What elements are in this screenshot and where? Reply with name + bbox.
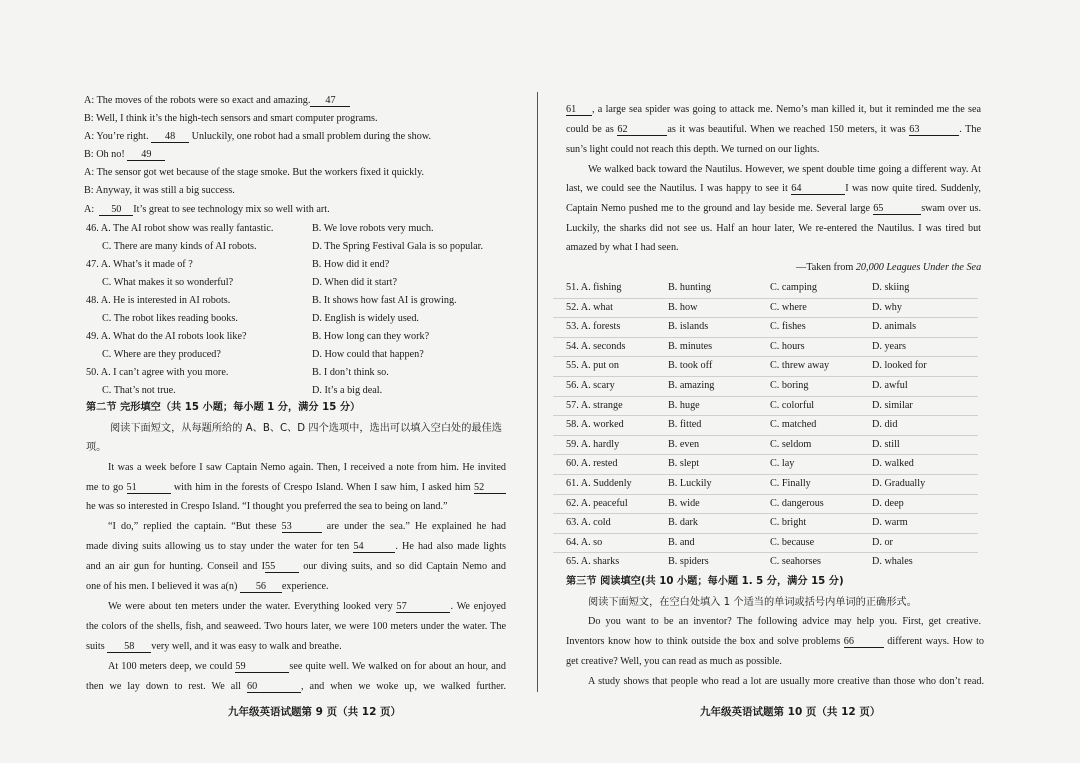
- passage-line: We were about ten meters under the water. Everything looked very 57 . We enjoyed: [108, 601, 506, 612]
- section-instructions: 阅读下面短文，在空白处填入 1 个适当的单词或括号内单词的正确形式。: [588, 597, 917, 608]
- option-52-c: C. where: [770, 301, 807, 313]
- reading-line: A study shows that people who read a lot are usually more creative than those who don’t read.: [588, 676, 984, 687]
- passage-line: We walked back toward the Nautilus. However, we spent double time going a different way. At: [588, 164, 981, 175]
- option-row-divider: [553, 415, 978, 416]
- option-54-d: D. years: [872, 340, 906, 352]
- passage-line: the colors of the shells, fish, and seaweed. Two hours later, we were 100 meters under the water. The: [86, 621, 506, 632]
- option-row-divider: [553, 337, 978, 338]
- page-footer: 九年级英语试题第 10 页（共 12 页）: [700, 706, 881, 718]
- passage-line: and an air gun for hunting. Conseil and I55 our diving suits, and so did Captain Nemo and: [86, 561, 506, 572]
- choice-a: C. That’s not true.: [102, 385, 176, 396]
- passage-line: last, we could see the Nautilus. I was happy to see it 64 I was now quite tired. Suddenly,: [566, 183, 981, 194]
- option-62-c: C. dangerous: [770, 497, 824, 509]
- option-60-b: B. slept: [668, 458, 700, 470]
- choice-b: D. How could that happen?: [312, 349, 424, 360]
- passage-line: Captain Nemo pushed me to the ground and lay beside me. Several large 65 swam over us.: [566, 203, 981, 214]
- passage-line: Luckily, the sharks did not see us. Half an hour later, We re-entered the Nautilus. I was tired but: [566, 223, 981, 234]
- option-65-a: 65. A. sharks: [566, 556, 620, 568]
- choice-a: 48. A. He is interested in AI robots.: [86, 295, 231, 306]
- option-63-c: C. bright: [770, 517, 807, 529]
- option-53-c: C. fishes: [770, 321, 806, 333]
- option-58-a: 58. A. worked: [566, 419, 624, 431]
- option-52-b: B. how: [668, 301, 698, 313]
- blank-54: 54: [353, 541, 395, 553]
- option-62-a: 62. A. peaceful: [566, 497, 628, 509]
- option-65-c: C. seahorses: [770, 556, 821, 568]
- option-60-a: 60. A. rested: [566, 458, 618, 470]
- option-55-c: C. threw away: [770, 360, 830, 372]
- blank-62: 62: [617, 124, 667, 136]
- option-row-divider: [553, 298, 978, 299]
- option-60-c: C. lay: [770, 458, 795, 470]
- passage-line: It was a week before I saw Captain Nemo again. Then, I received a note from him. He invited: [108, 462, 506, 473]
- option-61-a: 61. A. Suddenly: [566, 478, 632, 489]
- option-51-c: C. camping: [770, 282, 817, 293]
- blank-64: 64: [791, 183, 845, 195]
- reading-line: get creative? Well, you can read as much as possible.: [566, 656, 782, 667]
- dialogue-line: B: Well, I think it’s the high-tech sensors and smart computer programs.: [84, 113, 378, 124]
- option-59-a: 59. A. hardly: [566, 438, 620, 450]
- option-row-divider: [553, 474, 978, 475]
- blank-48: 48: [151, 131, 189, 143]
- dialogue-line: A: You’re right. 48 Unluckily, one robot had a small problem during the show.: [84, 131, 432, 142]
- blank-59: 59: [235, 661, 289, 673]
- choice-b: D. English is widely used.: [312, 313, 419, 324]
- option-63-d: D. warm: [872, 517, 908, 529]
- passage-line: me to go 51 with him in the forests of Crespo Island. When I saw him, I asked him 52: [86, 481, 506, 494]
- option-59-d: D. still: [872, 438, 900, 450]
- option-51-b: B. hunting: [668, 282, 712, 293]
- passage-line: sun’s light could not reach this depth. We turned on our lights.: [566, 144, 820, 155]
- blank-66: 66: [844, 636, 884, 648]
- option-row-divider: [553, 454, 978, 455]
- option-56-b: B. amazing: [668, 380, 715, 391]
- passage-line: 61 , a large sea spider was going to attack me. Nemo’s man killed it, but it reminded me the sea: [566, 104, 981, 115]
- option-64-a: 64. A. so: [566, 536, 603, 548]
- option-row-divider: [553, 396, 978, 397]
- choice-b: B. How did it end?: [312, 259, 390, 270]
- choice-a: 46. A. The AI robot show was really fantastic.: [86, 223, 274, 234]
- choice-a: 47. A. What’s it made of ?: [86, 259, 193, 270]
- dialogue-line: A: 50 It’s great to see technology mix so well with art.: [84, 204, 330, 215]
- option-61-c: C. Finally: [770, 478, 811, 489]
- passage-line: made diving suits allowing us to stay under the water for ten 54 . He had also made lights: [86, 541, 506, 552]
- option-61-d: D. Gradually: [872, 478, 926, 489]
- passage-line: could be as 62 as it was beautiful. When we reached 150 meters, it was 63 . The: [566, 124, 982, 135]
- choice-b: B. How long can they work?: [312, 331, 430, 342]
- blank-47: 47: [310, 95, 350, 107]
- option-57-a: 57. A. strange: [566, 399, 623, 411]
- choice-a: C. There are many kinds of AI robots.: [102, 241, 257, 252]
- blank-55: 55: [265, 561, 299, 573]
- option-row-divider: [553, 435, 978, 436]
- section-instructions: 阅读下面短文，从每题所给的 A、B、C、D 四个选项中，选出可以填入空白处的最佳选: [110, 423, 502, 434]
- choice-b: D. When did it start?: [312, 277, 397, 288]
- option-60-d: D. walked: [872, 458, 914, 470]
- blank-52: 52: [474, 482, 506, 494]
- blank-57: 57: [396, 601, 450, 613]
- choice-a: C. What makes it so wonderful?: [102, 277, 234, 288]
- option-57-d: D. similar: [872, 399, 913, 411]
- dialogue-line: B: Oh no! 49: [84, 148, 165, 161]
- option-64-c: C. because: [770, 536, 815, 548]
- option-55-a: 55. A. put on: [566, 360, 619, 372]
- choice-b: D. It’s a big deal.: [312, 385, 383, 396]
- option-63-a: 63. A. cold: [566, 517, 611, 529]
- section-title: 第二节 完形填空（共 15 小题；每小题 1 分，满分 15 分）: [86, 402, 361, 413]
- reading-line: Do you want to be an inventor? The following advice may help you. First, get creative.: [588, 616, 981, 627]
- option-54-b: B. minutes: [668, 340, 713, 352]
- option-63-b: B. dark: [668, 517, 698, 529]
- dialogue-line: B: Anyway, it was still a big success.: [84, 185, 235, 196]
- passage-line: then we lay down to rest. We all 60 , and when we woke up, we walked further.: [86, 681, 506, 692]
- passage-source: —Taken from 20,000 Leagues Under the Sea: [796, 262, 982, 273]
- blank-63: 63: [909, 124, 959, 136]
- option-61-b: B. Luckily: [668, 478, 712, 489]
- choice-b: B. We love robots very much.: [312, 223, 434, 234]
- option-row-divider: [553, 376, 978, 377]
- option-55-b: B. took off: [668, 360, 713, 372]
- option-56-d: D. awful: [872, 380, 908, 391]
- choice-b: B. I don’t think so.: [312, 367, 389, 378]
- option-row-divider: [553, 494, 978, 495]
- blank-53: 53: [282, 521, 322, 533]
- option-57-c: C. colorful: [770, 399, 815, 411]
- blank-58: 58: [107, 641, 151, 653]
- passage-line: he was so interested in Crespo Island. “I thought you preferred the sea to being on land.”: [86, 501, 448, 512]
- option-54-a: 54. A. seconds: [566, 340, 626, 352]
- page-divider: [537, 92, 538, 692]
- option-59-c: C. seldom: [770, 438, 812, 450]
- passage-line: amazed by what I had seen.: [566, 242, 679, 253]
- option-53-b: B. islands: [668, 321, 709, 333]
- choice-a: C. Where are they produced?: [102, 349, 221, 360]
- section-title: 第三节 阅读填空(共 10 小题；每小题 1. 5 分，满分 15 分): [566, 576, 844, 587]
- reading-line: Inventors know how to think outside the box and solve problems 66 different ways. How to: [566, 636, 985, 647]
- dialogue-line: A: The sensor got wet because of the stage smoke. But the workers fixed it quickly.: [84, 167, 425, 178]
- blank-51: 51: [127, 482, 171, 494]
- choice-a: 50. A. I can’t agree with you more.: [86, 367, 229, 378]
- option-52-a: 52. A. what: [566, 301, 613, 313]
- page-footer: 九年级英语试题第 9 页（共 12 页）: [228, 706, 402, 718]
- option-row-divider: [553, 317, 978, 318]
- option-51-a: 51. A. fishing: [566, 282, 622, 293]
- option-64-b: B. and: [668, 536, 695, 548]
- option-52-d: D. why: [872, 301, 902, 313]
- option-53-a: 53. A. forests: [566, 321, 621, 333]
- passage-line: suits 58 very well, and it was easy to walk and breathe.: [86, 641, 342, 652]
- blank-65: 65: [873, 203, 921, 215]
- choice-b: B. It shows how fast AI is growing.: [312, 295, 457, 306]
- blank-56: 56: [240, 581, 282, 593]
- option-row-divider: [553, 533, 978, 534]
- option-55-d: D. looked for: [872, 360, 927, 372]
- option-57-b: B. huge: [668, 399, 700, 411]
- option-row-divider: [553, 356, 978, 357]
- dialogue-line: A: The moves of the robots were so exact and amazing. 47: [84, 94, 350, 107]
- option-65-d: D. whales: [872, 556, 913, 568]
- choice-b: D. The Spring Festival Gala is so popular.: [312, 241, 484, 252]
- section-instructions: 项。: [86, 442, 107, 453]
- option-row-divider: [553, 552, 978, 553]
- option-64-d: D. or: [872, 536, 893, 548]
- option-59-b: B. even: [668, 438, 700, 450]
- choice-a: C. The robot likes reading books.: [102, 313, 238, 324]
- option-row-divider: [553, 513, 978, 514]
- passage-line: At 100 meters deep, we could 59 see quite well. We walked on for about an hour, and: [108, 661, 506, 672]
- blank-60: 60: [247, 681, 301, 693]
- option-53-d: D. animals: [872, 321, 917, 333]
- option-65-b: B. spiders: [668, 556, 709, 568]
- option-62-d: D. deep: [872, 497, 904, 509]
- option-58-c: C. matched: [770, 419, 817, 431]
- blank-50: 50: [99, 204, 133, 216]
- option-62-b: B. wide: [668, 497, 700, 509]
- option-56-a: 56. A. scary: [566, 380, 615, 391]
- passage-line: “I do,” replied the captain. “But these 53 are under the sea.” He explained he had: [108, 521, 507, 532]
- option-56-c: C. boring: [770, 380, 809, 391]
- option-58-d: D. did: [872, 419, 898, 431]
- passage-line: one of his men. I believed it was a(n) 56 experience.: [86, 581, 329, 592]
- option-58-b: B. fitted: [668, 419, 702, 431]
- option-54-c: C. hours: [770, 340, 805, 352]
- choice-a: 49. A. What do the AI robots look like?: [86, 331, 247, 342]
- blank-49: 49: [127, 149, 165, 161]
- option-51-d: D. skiing: [872, 282, 910, 293]
- blank-61: 61: [566, 104, 592, 116]
